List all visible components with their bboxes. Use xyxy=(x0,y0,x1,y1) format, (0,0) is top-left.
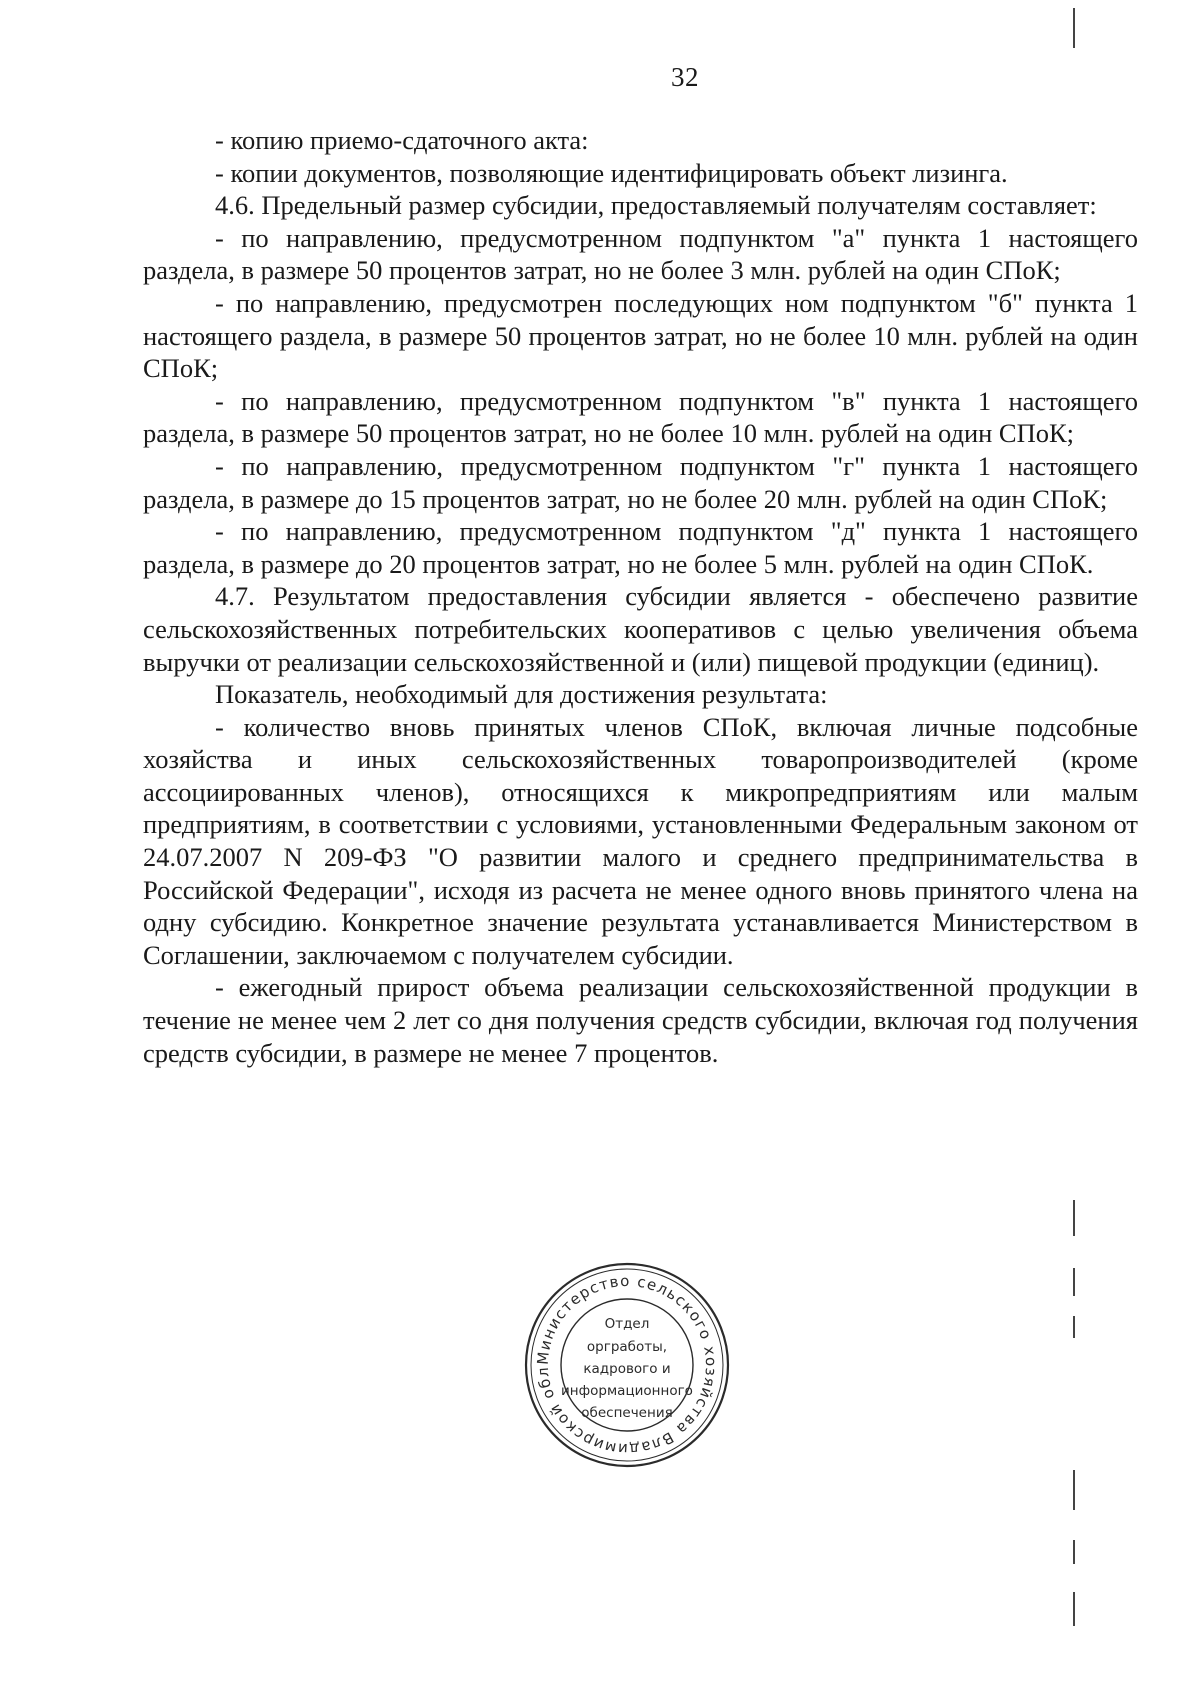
seal-ring-text: Министерство сельского хозяйства Владимирской обл xyxy=(533,1271,721,1459)
seal-center-line: Отдел xyxy=(604,1316,650,1332)
seal-center-line: оргработы, xyxy=(586,1339,668,1355)
paragraph-acceptance-act-copy: - копию приемо-сдаточного акта: xyxy=(215,125,589,155)
seal-center-line: обеспечения xyxy=(581,1405,673,1421)
paragraph-indicator-new-members: - количество вновь принятых членов СПоК, включая личные подсобные хозяйства и иных сельскохозяйственных товаропроизводителей (кроме ассоциированных членов), относящихся к микропредприятиям или малым предприятиям, в соответствии с условиями, установленными Федеральным законом от 24.07.2007 N 209-ФЗ "О развитии малого и среднего предпринимательства в Российской Федерации", исходя из расчета не менее одного вновь принятого члена на одну субсидию. Конкретное значение результата устанавливается Министерством в Соглашении, заключаемом с получателем субсидии. xyxy=(143,711,1138,970)
paragraph-indicator-sales-growth: - ежегодный прирост объема реализации сельскохозяйственной продукции в течение не менее чем 2 лет со дня получения средств субсидии, включая год получения средств субсидии, в размере не менее 7 процентов. xyxy=(143,972,1138,1068)
paragraph-direction-v: - по направлению, предусмотренном подпунктом "в" пункта 1 настоящего раздела, в размере 50 процентов затрат, но не более 10 млн. рублей на один СПоК; xyxy=(143,385,1138,449)
paragraph-direction-b: - по направлению, предусмотрен последующих ном подпунктом "б" пункта 1 настоящего раздела, в размере 50 процентов затрат, но не более 10 млн. рублей на один СПоК; xyxy=(143,287,1138,384)
seal-center-line: информационного xyxy=(561,1383,693,1399)
seal-center-line: кадрового и xyxy=(583,1361,671,1377)
paragraph-4-7-result: 4.7. Результатом предоставления субсидии является - обеспечено развитие сельскохозяйственных потребительских кооперативов с целью увеличения объема выручки от реализации сельскохозяйственной и (или) пищевой продукции (единиц). xyxy=(143,581,1138,677)
scan-edge-marks xyxy=(1073,0,1077,1695)
document-body xyxy=(143,124,1138,1069)
page-number: 32 xyxy=(671,62,699,92)
official-seal xyxy=(522,1260,732,1470)
paragraph-direction-g: - по направлению, предусмотренном подпунктом "г" пункта 1 настоящего раздела, в размере до 15 процентов затрат, но не более 20 млн. рублей на один СПоК; xyxy=(143,450,1138,514)
paragraph-indicator-heading: Показатель, необходимый для достижения результата: xyxy=(215,679,828,710)
paragraph-direction-d: - по направлению, предусмотренном подпунктом "д" пункта 1 настоящего раздела, в размере до 20 процентов затрат, но не более 5 млн. рублей на один СПоК. xyxy=(143,516,1138,579)
paragraph-direction-a: - по направлению, предусмотренном подпунктом "а" пункта 1 настоящего раздела, в размере 50 процентов затрат, но не более 3 млн. рублей на один СПоК; xyxy=(143,222,1138,286)
paragraph-leasing-docs-copy: - копии документов, позволяющие идентифицировать объект лизинга. xyxy=(215,157,1008,188)
paragraph-4-6-max-subsidy: 4.6. Предельный размер субсидии, предоставляемый получателям составляет: xyxy=(215,190,1097,221)
